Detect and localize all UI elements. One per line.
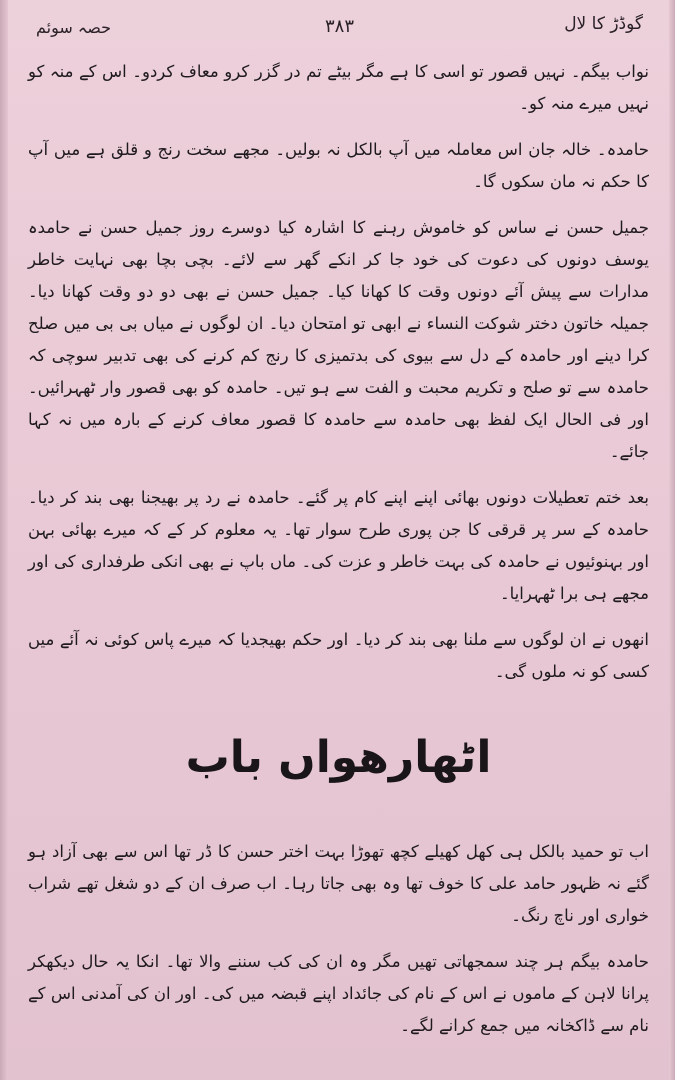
book-title: گوڈڑ کا لال	[564, 14, 643, 34]
page-body	[28, 56, 649, 1056]
paragraph: اب تو حمید بالکل ہی کھل کھیلے کچھ تھوڑا بہت اختر حسن کا ڈر تھا اس سے بھی آزاد ہو گئے نہ ظہور حامد علی کا خوف تھا وہ بھی جاتا رہا۔ اب صرف ان کے دو شغل تھے شراب خواری اور ناچ رنگ۔	[28, 842, 649, 925]
paragraph: نواب بیگم۔ نہیں قصور تو اسی کا ہے مگر بیٹے تم در گزر کرو معاف کردو۔ اس کے منہ کو نہیں میرے منہ کو۔	[28, 62, 649, 113]
page-left-edge	[0, 0, 8, 1080]
paragraph: انھوں نے ان لوگوں سے ملنا بھی بند کر دیا۔ اور حکم بھیجدیا کہ میرے پاس کوئی نہ آئے میں کسی کو نہ ملوں گی۔	[28, 630, 649, 681]
paragraph: حامدہ۔ خالہ جان اس معاملہ میں آپ بالکل نہ بولیں۔ مجھے سخت رنج و قلق ہے میں آپ کا حکم نہ مان سکوں گا۔	[28, 140, 649, 191]
page-number: ۳۸۳	[324, 16, 355, 37]
paragraph: جمیل حسن نے ساس کو خاموش رہنے کا اشارہ کیا دوسرے روز جمیل حسن نے حامدہ یوسف دونوں کی دعوت کی خود جا کر انکے گھر سے لائے۔ بچی بچا بھی نہایت خاطر مدارات سے پیش آئے دونوں وقت کا کھانا کیا۔ جمیل حسن نے بھی دو دو وقت کھانا دیا۔ جمیلہ خاتون دختر شوکت النساء نے ابھی تو امتحان دیا۔ ان لوگوں نے میاں بی بی میں صلح کرا دینے اور حامدہ کے دل سے بیوی کی بدتمیزی کا رنج کم کرنے کی بھی تدبیر سوچی کہ حامدہ سے تو صلح و تکریم محبت و الفت سے ہو تیں۔ حامدہ کو بھی قصور وار ٹھہرائیں۔ اور فی الحال ایک لفظ بھی حامدہ سے حامدہ کا قصور معاف کرنے کے بارہ میں نہ کہا جائے۔	[28, 218, 649, 461]
paragraph: حامدہ بیگم ہر چند سمجھاتی تھیں مگر وہ ان کی کب سننے والا تھا۔ انکا یہ حال دیکھکر پرانا لاہن کے ماموں نے اس کے نام کی جائداد اپنے قبضہ میں کی۔ اور ان کی آمدنی اس کے نام سے ڈاکخانہ میں جمع کرانے لگے۔	[28, 952, 649, 1035]
page-header	[36, 14, 643, 50]
page-right-edge	[669, 0, 675, 1080]
section-label: حصہ سوئم	[36, 18, 111, 37]
paragraph: بعد ختم تعطیلات دونوں بھائی اپنے اپنے کام پر گئے۔ حامدہ نے رد پر بھیجنا بھی بند کر دیا۔ حامدہ کے سر پر قرقی کا جن پوری طرح سوار تھا۔ یہ معلوم کر کے کہ میرے بھائی بہن اور بہنوئیوں نے حامدہ کی بہت خاطر و عزت کی۔ ماں باپ نے بھی انکی طرفداری کی اور مجھے ہی برا ٹھہرایا۔	[28, 488, 649, 603]
chapter-title: اٹھارھواں باب	[185, 732, 492, 783]
